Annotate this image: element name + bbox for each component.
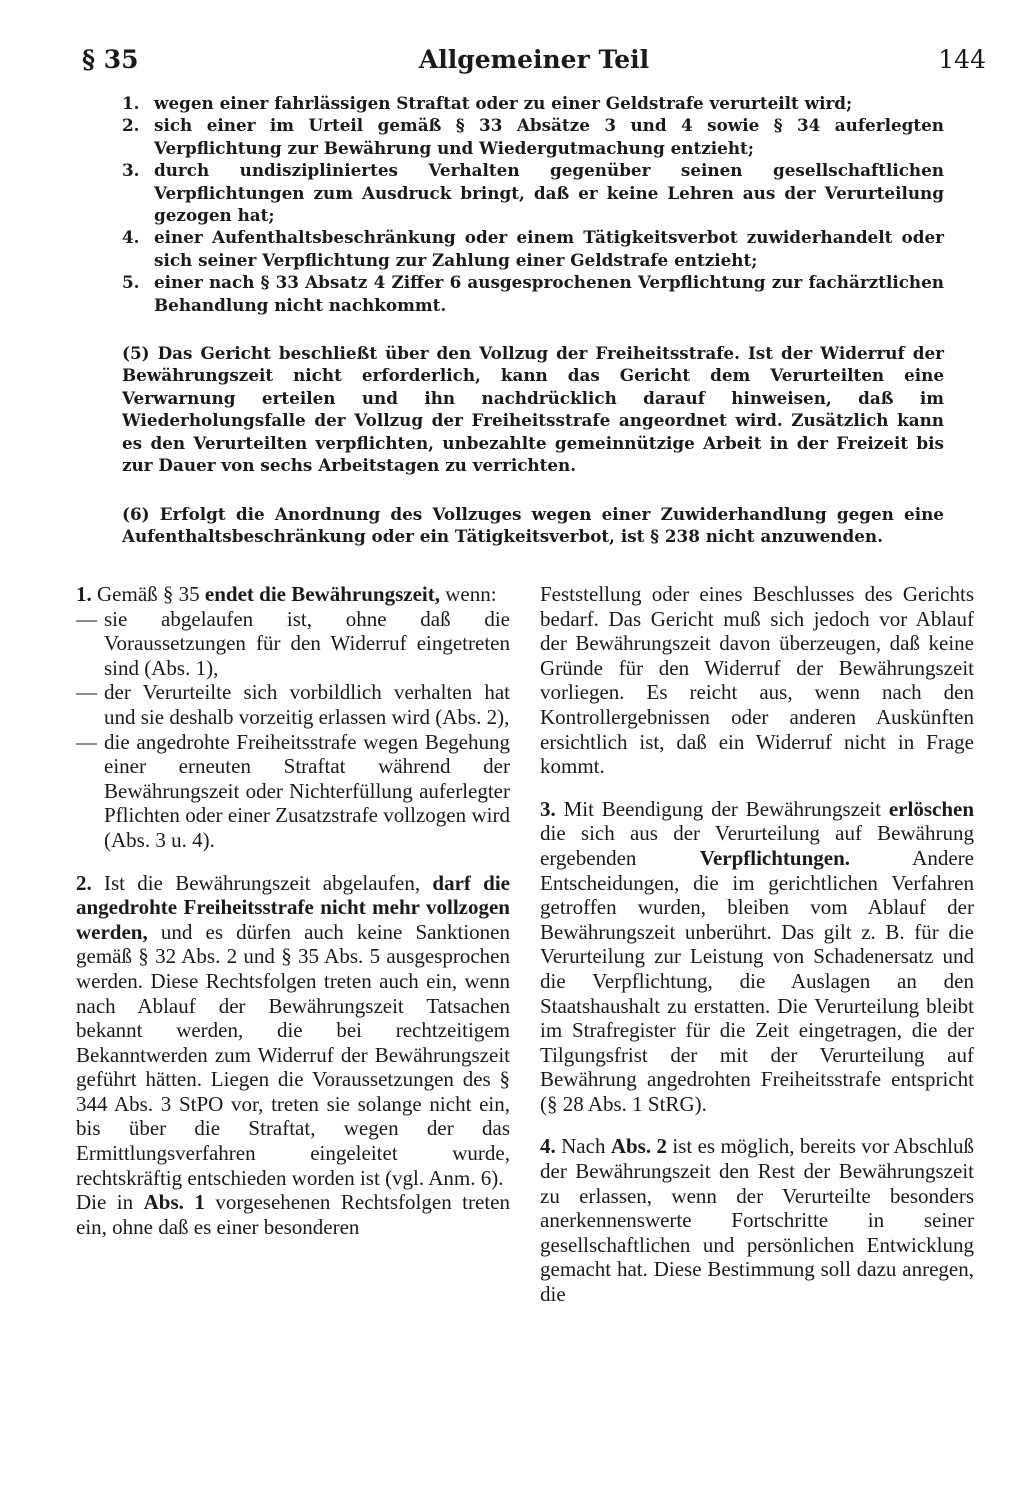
statute-paragraph-5: (5) Das Gericht beschließt über den Vollzug der Freiheitsstrafe. Ist der Widerruf der Bewährungszeit nicht erforderlich, kann das Gericht dem Verurteilten eine Verwarnung erteilen und ihn nachdrücklich darauf hinweisen, daß im Wiederholungsfalle der Vollzug der Freiheitsstrafe angeordnet wird. Zusätzlich kann es den Verurteilten verpflichten, unbezahlte gemeinnützige Arbeit in der Freizeit bis zur Dauer von sechs Arbeitstagen zu verrichten.	[122, 343, 944, 476]
note-2-continued: Die in Abs. 1 vorgesehenen Rechtsfolgen treten ein, ohne daß es einer besonderen	[76, 1190, 510, 1239]
page-header	[82, 45, 986, 85]
list-item: — sie abgelaufen ist, ohne daß die Voraussetzungen für den Widerruf eingetreten sind (Abs. 1),	[76, 607, 510, 681]
page-number: 144	[938, 45, 986, 74]
commentary-column-left	[76, 582, 510, 1239]
statute-item: 5. einer nach § 33 Absatz 4 Ziffer 6 ausgesprochenen Verpflichtung zur fachärztlichen Behandlung nicht nachkommt.	[122, 272, 944, 315]
note-3: 3. Mit Beendigung der Bewährungszeit erlöschen die sich aus der Verurteilung auf Bewährung ergebenden Verpflichtungen. Andere Entscheidungen, die im gerichtlichen Verfahren getroffen wurden, bleiben vom Ablauf der Bewährungszeit unberührt. Das gilt z. B. für die Verurteilung zur Leistung von Schadenersatz und die Verpflichtung, die Auslagen an den Staatshaushalt zu erstatten. Die Verurteilung bleibt im Strafregister für die Zeit eingetragen, die der Tilgungsfrist der mit der Verurteilung auf Bewährung angedrohten Freiheitsstrafe entspricht (§ 28 Abs. 1 StRG).	[540, 796, 974, 1116]
section-label: § 35	[82, 45, 139, 74]
note-1-list	[76, 607, 510, 853]
statute-paragraph-6: (6) Erfolgt die Anordnung des Vollzuges wegen einer Zuwiderhandlung gegen eine Aufenthaltsbeschränkung oder ein Tätigkeitsverbot, ist § 238 nicht anzuwenden.	[122, 503, 944, 546]
note-2-continuation: Feststellung oder eines Beschlusses des Gerichts bedarf. Das Gericht muß sich jedoch vor Ablauf der Bewährungszeit davon überzeugen, daß keine Gründe für den Widerruf der Bewährungszeit vorliegen. Es reicht aus, wenn nach den Kontrollergebnissen oder anderen Auskünften ersichtlich ist, daß ein Widerruf nicht in Frage kommt.	[540, 582, 974, 779]
statute-item: 4. einer Aufenthaltsbeschränkung oder einem Tätigkeitsverbot zuwiderhandelt oder sich seiner Verpflichtung zur Zahlung einer Geldstrafe entzieht;	[122, 227, 944, 270]
statute-item: 2. sich einer im Urteil gemäß § 33 Absätze 3 und 4 sowie § 34 auferlegten Verpflichtung zur Bewährung und Wiedergutmachung entzieht;	[122, 115, 944, 158]
statute-text	[122, 92, 944, 547]
running-title: Allgemeiner Teil	[418, 45, 650, 74]
note-2: 2. Ist die Bewährungszeit abgelaufen, darf die angedrohte Freiheitsstrafe nicht mehr vollzogen werden, und es dürfen auch keine Sanktionen gemäß § 32 Abs. 2 und § 35 Abs. 5 ausgesprochen werden. Diese Rechtsfolgen treten auch ein, wenn nach Ablauf der Bewährungszeit Tatsachen bekannt werden, die bei rechtzeitigem Bekanntwerden zum Widerruf der Bewährungszeit geführt hätten. Liegen die Voraussetzungen des § 344 Abs. 3 StPO vor, treten sie solange nicht ein, bis über die Straftat, wegen der das Ermittlungsverfahren eingeleitet wurde, rechtskräftig entschieden worden ist (vgl. Anm. 6).	[76, 870, 511, 1190]
commentary-column-right	[540, 582, 974, 1307]
commentary	[76, 582, 982, 1402]
statute-item: 3. durch undiszipliniertes Verhalten gegenüber seinen gesellschaftlichen Verpflichtungen zum Ausdruck bringt, daß er keine Lehren aus der Verurteilung gezogen hat;	[122, 160, 944, 226]
list-item: — der Verurteilte sich vorbildlich verhalten hat und sie deshalb vorzeitig erlassen wird (Abs. 2),	[76, 680, 510, 729]
statute-list	[122, 92, 944, 316]
note-1-intro: 1. Gemäß § 35 endet die Bewährungszeit, wenn:	[76, 582, 497, 606]
statute-item: 1. wegen einer fahrlässigen Straftat oder zu einer Geldstrafe verurteilt wird;	[122, 93, 853, 113]
note-4: 4. Nach Abs. 2 ist es möglich, bereits vor Abschluß der Bewährungszeit den Rest der Bewährungszeit zu erlassen, wenn der Verurteilte besonders anerkennenswerte Fortschritte in seiner gesellschaftlichen und persönlichen Entwicklung gemacht hat. Diese Bestimmung soll dazu anregen, die	[540, 1134, 974, 1307]
list-item: — die angedrohte Freiheitsstrafe wegen Begehung einer erneuten Straftat während der Bewährungszeit oder Nichterfüllung auferlegter Pflichten oder einer Zusatzstrafe vollzogen wird (Abs. 3 u. 4).	[76, 730, 510, 853]
